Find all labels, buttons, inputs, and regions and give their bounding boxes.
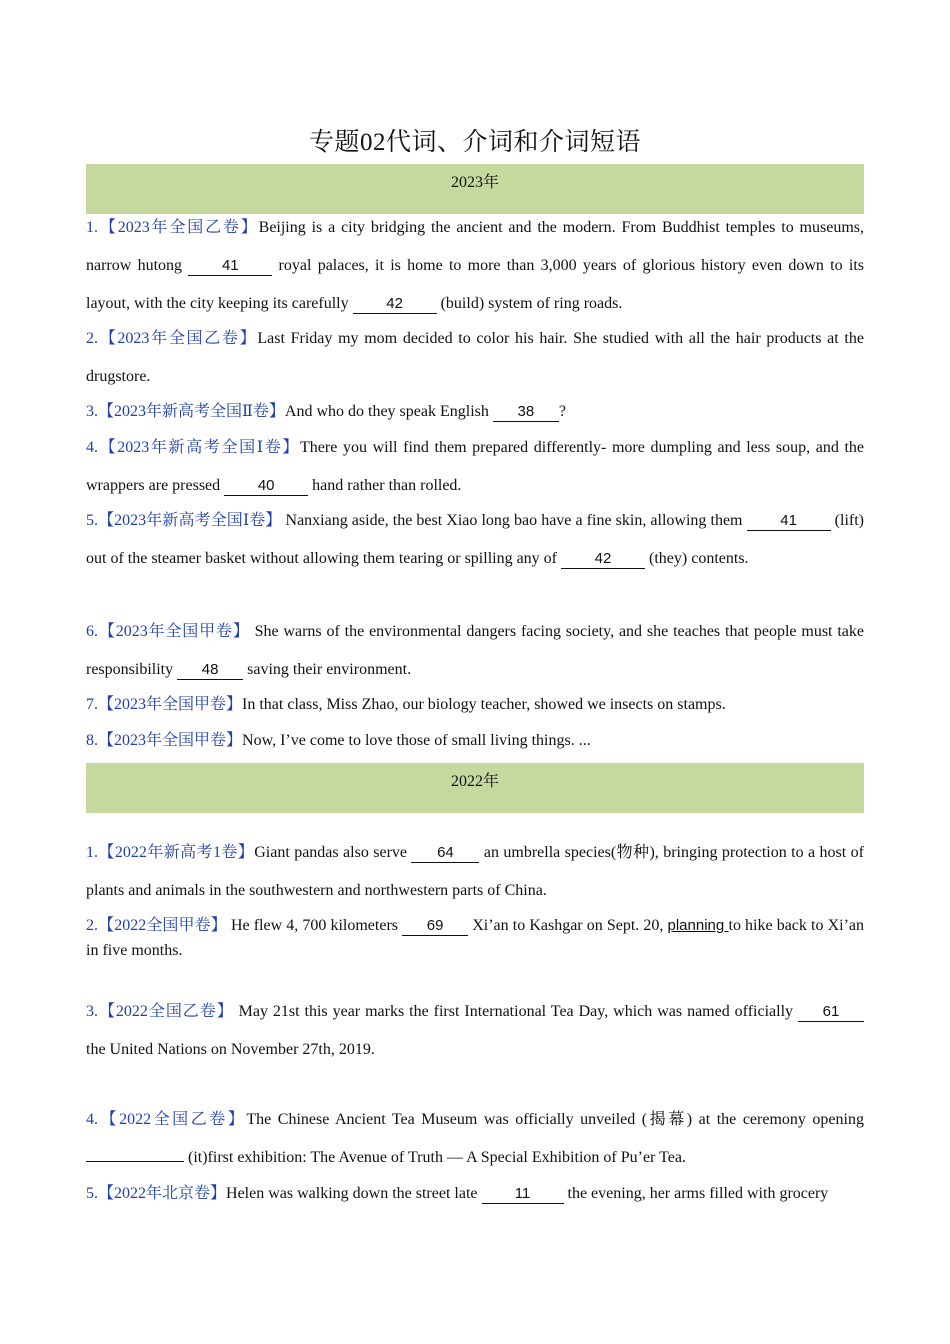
question-text: saving their environment. <box>243 661 412 678</box>
answer-blank[interactable]: 42 <box>561 550 645 569</box>
question-2022-1 <box>86 834 864 910</box>
question-text: ? <box>558 403 566 420</box>
year-header-2023 <box>86 164 864 214</box>
year-label: 2023年 <box>450 174 499 191</box>
question-text: Beijing is a city bridging the ancient and the modern. From Buddhist temples to museums, narrow hutong <box>86 219 864 274</box>
question-text: She warns of the environmental dangers facing society, and she teaches that people must take responsibility <box>86 623 864 678</box>
question-2023-8 <box>86 722 864 760</box>
question-source: 【2022全国甲卷】 <box>98 917 227 934</box>
answer-blank[interactable]: 64 <box>411 844 479 863</box>
question-number: 3. <box>86 1003 98 1020</box>
question-source: 【2023年全国甲卷】 <box>98 732 243 749</box>
question-text: There you will find them prepared differently- more dumpling and less soup, and the wrappers are pressed <box>86 439 865 494</box>
answer-blank[interactable]: 41 <box>188 257 272 276</box>
answer-blank[interactable]: 11 <box>482 1185 564 1204</box>
question-text: The Chinese Ancient Tea Museum was officially unveiled (揭幕) at the ceremony opening <box>246 1111 864 1128</box>
question-source: 【2022全国乙卷】 <box>98 1003 234 1020</box>
question-text: the United Nations on November 27th, 2019. <box>86 1041 375 1058</box>
question-source: 【2023年全国乙卷】 <box>98 330 258 347</box>
question-text: the evening, her arms filled with grocery <box>563 1185 829 1202</box>
question-number: 5. <box>86 512 98 529</box>
question-text: Nanxiang aside, the best Xiao long bao have a fine skin, allowing them <box>281 512 747 529</box>
question-source: 【2023年新高考全国Ⅰ卷】 <box>98 439 301 456</box>
question-source: 【2023年全国甲卷】 <box>98 623 250 640</box>
question-2023-3 <box>86 393 864 431</box>
question-number: 2. <box>86 330 98 347</box>
question-number: 2. <box>86 917 98 934</box>
question-number: 6. <box>86 623 98 640</box>
question-text: an umbrella species(物种), bringing protection to a host of plants and animals in the southwestern and northwestern parts of China. <box>86 844 864 899</box>
question-text: Last Friday my mom decided to color his hair. She studied with all the hair products at the drugstore. <box>86 330 864 385</box>
question-number: 3. <box>86 403 98 420</box>
question-source: 【2023年新高考全国Ⅱ卷】 <box>98 403 285 420</box>
answer-blank[interactable] <box>86 1161 184 1162</box>
question-text: (build) system of ring roads. <box>436 295 623 312</box>
answer-blank[interactable]: 42 <box>353 295 437 314</box>
page-title: 专题02代词、介词和介词短语 <box>308 129 641 156</box>
question-text: Giant pandas also serve <box>254 844 412 861</box>
question-2023-4 <box>86 429 864 505</box>
answer-blank[interactable]: 41 <box>747 512 831 531</box>
question-2022-3 <box>86 993 864 1069</box>
answer-blank[interactable]: 69 <box>402 917 468 936</box>
question-text: Now, I’ve come to love those of small living things. ... <box>242 732 591 749</box>
answer-blank[interactable]: 48 <box>177 661 243 680</box>
answer-blank[interactable]: 38 <box>493 403 559 422</box>
question-text: hand rather than rolled. <box>308 477 462 494</box>
question-number: 1. <box>86 844 98 861</box>
question-source: 【2022全国乙卷】 <box>98 1111 247 1128</box>
question-text: Xi’an to Kashgar on Sept. 20, <box>468 917 668 934</box>
question-number: 1. <box>86 219 98 236</box>
question-text: May 21st this year marks the first International Tea Day, which was named officially <box>233 1003 798 1020</box>
question-text: He flew 4, 700 kilometers <box>226 917 403 934</box>
question-number: 4. <box>86 1111 98 1128</box>
answer-blank[interactable]: 40 <box>224 477 308 496</box>
underlined-word: planning <box>667 917 729 934</box>
question-text: In that class, Miss Zhao, our biology teacher, showed we insects on stamps. <box>242 696 726 713</box>
question-source: 【2022年新高考1卷】 <box>98 844 255 861</box>
question-text: Helen was walking down the street late <box>226 1185 482 1202</box>
question-source: 【2022年北京卷】 <box>98 1185 227 1202</box>
question-number: 4. <box>86 439 98 456</box>
question-text: royal palaces, it is home to more than 3,000 years of glorious history even down to its layout, with the city keeping its carefully <box>86 257 864 312</box>
question-2023-1 <box>86 209 864 323</box>
year-header-2022 <box>86 763 864 813</box>
question-number: 8. <box>86 732 98 749</box>
question-text: to hike back to Xi’an in five months. <box>86 917 864 959</box>
question-text: (lift) out of the steamer basket without allowing them tearing or spilling any of <box>86 512 864 567</box>
question-2023-7 <box>86 686 864 724</box>
question-source: 【2023年全国甲卷】 <box>98 696 243 713</box>
answer-blank[interactable]: 61 <box>798 1003 864 1022</box>
question-number: 7. <box>86 696 98 713</box>
question-text: And who do they speak English <box>284 403 493 420</box>
question-2022-2 <box>86 913 864 963</box>
question-text: (it)first exhibition: The Avenue of Truth — A Special Exhibition of Pu’er Tea. <box>184 1149 686 1166</box>
question-number: 5. <box>86 1185 98 1202</box>
question-2023-6 <box>86 613 864 689</box>
question-2022-5 <box>86 1175 864 1213</box>
question-source: 【2023年新高考全国Ⅰ卷】 <box>98 512 282 529</box>
question-2023-5 <box>86 502 864 578</box>
question-text: (they) contents. <box>645 550 749 567</box>
question-2023-2 <box>86 320 864 396</box>
question-2022-4 <box>86 1101 864 1177</box>
question-source: 【2023年全国乙卷】 <box>98 219 259 236</box>
year-label: 2022年 <box>450 773 499 790</box>
